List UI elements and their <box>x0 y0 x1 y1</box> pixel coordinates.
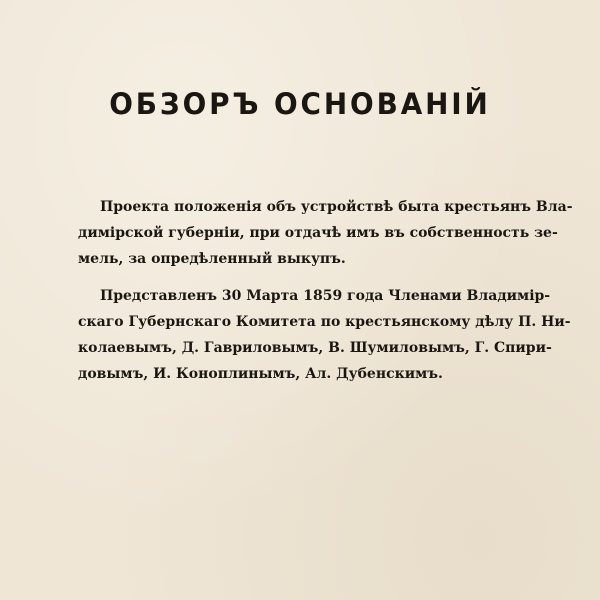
page-title: ОБЗОРЪ ОСНОВАНІЙ <box>109 87 491 121</box>
text-line: довымъ, И. Коноплинымъ, Ал. Дубенскимъ. <box>78 366 443 382</box>
text-line: димірской губерніи, при отдачѣ имъ въ собственность зе- <box>78 225 558 241</box>
text-line: колаевымъ, Д. Гавриловымъ, В. Шумиловымъ, Г. Спири- <box>78 340 552 356</box>
text-line: мель, за опредѣленный выкупъ. <box>78 251 346 267</box>
text-line: Представленъ 30 Марта 1859 года Членами Владимір- <box>100 288 551 304</box>
text-line: скаго Губернскаго Комитета по крестьянскому дѣлу П. Ни- <box>78 314 571 330</box>
paragraph-project-description <box>78 194 573 272</box>
paragraph-presentation-note <box>78 283 571 387</box>
text-line: Проекта положенія объ устройствѣ быта крестьянъ Вла- <box>100 199 573 215</box>
